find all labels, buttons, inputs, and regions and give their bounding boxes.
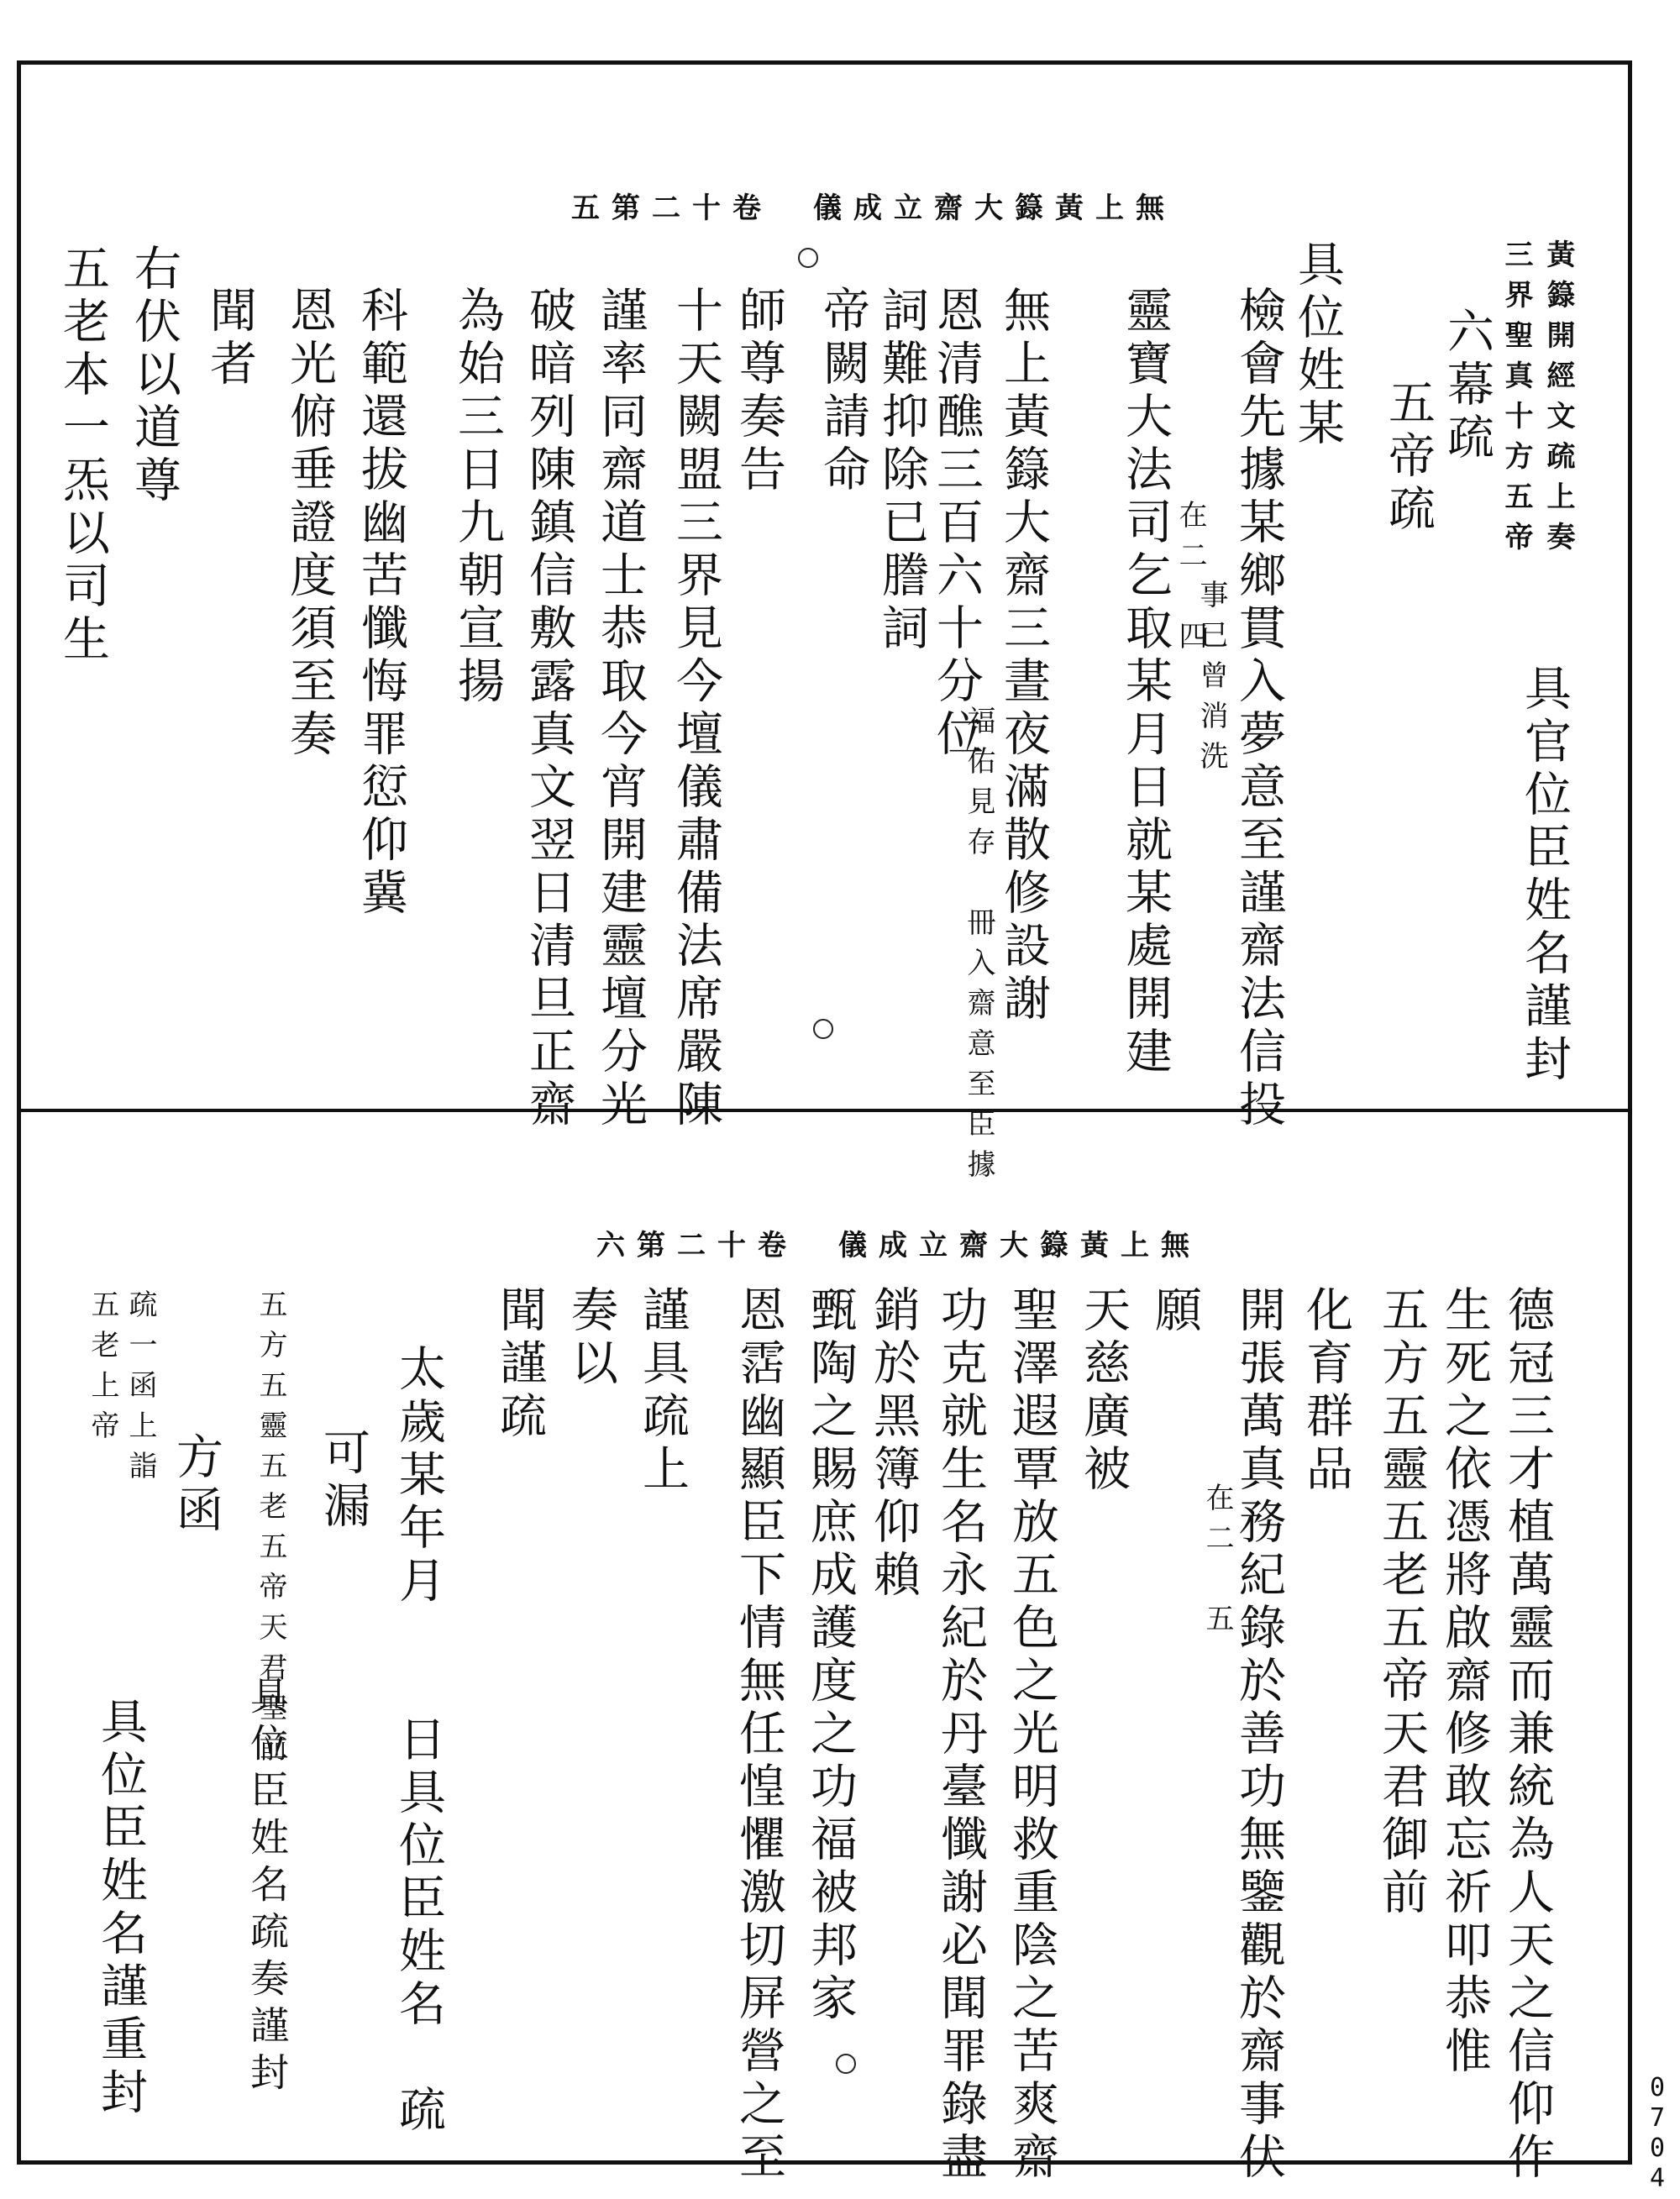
lower-col-13: 恩霑幽顯臣下情無任惶懼激切屏營之至 bbox=[732, 1285, 786, 2185]
lower-col-21: 方函 bbox=[169, 1432, 223, 1538]
upper-running-header: 五第二十卷 儀成立齋大籙黃上無 bbox=[571, 192, 1176, 225]
punctuation-circle bbox=[798, 248, 818, 268]
upper-col-15: 帝闕請命 bbox=[816, 286, 870, 497]
upper-col-11: 無上黃籙大齋三晝夜滿散修設謝 bbox=[996, 286, 1051, 1026]
upper-col-21: 科範還拔幽苦懺悔罪愆仰冀 bbox=[354, 286, 408, 921]
upper-col-19: 破暗列陳鎮信敷露真文翌日清旦正齋 bbox=[522, 286, 576, 1132]
upper-col-24: 右伏以道尊 bbox=[127, 244, 181, 508]
upper-col-14: 詞難抑除已謄詞 bbox=[874, 286, 929, 656]
lower-col-23: 五老上帝 bbox=[86, 1289, 119, 1451]
page-divider bbox=[17, 1109, 1632, 1112]
upper-col-23: 聞者 bbox=[202, 286, 257, 391]
lower-col-4: 化育群品 bbox=[1299, 1285, 1353, 1497]
lower-col-18: 可漏 bbox=[316, 1428, 370, 1534]
lower-col-2: 生死之依憑將啟齋修敢忘祈叩恭惟 bbox=[1437, 1285, 1492, 2079]
upper-col-9: 靈寶大法司乞取某月日就某處開建 bbox=[1118, 286, 1173, 1079]
upper-col-13: 福佑見存 冊入齋意至臣據 bbox=[962, 706, 995, 1189]
lower-col-10: 功克就生名永紀於丹臺懺謝必聞罪錄盡 bbox=[933, 1285, 988, 2185]
lower-col-17: 太歲某年月 日具位臣姓名 疏 bbox=[391, 1344, 446, 2138]
lower-running-header: 六第二十卷 儀成立齋大籙黃上無 bbox=[596, 1229, 1201, 1262]
lower-col-11: 銷於黑簿仰賴 bbox=[866, 1285, 921, 1603]
punctuation-circle bbox=[836, 2054, 856, 2074]
page-number: 0704 bbox=[1649, 2073, 1666, 2193]
lower-col-8: 天慈廣被 bbox=[1076, 1285, 1131, 1497]
upper-col-3: 六幕疏 bbox=[1440, 307, 1494, 465]
upper-col-4: 五帝疏 bbox=[1381, 378, 1436, 537]
lower-col-9: 聖澤遐覃放五色之光明救重陰之苦爽齋 bbox=[1005, 1285, 1059, 2185]
lower-col-3: 五方五靈五老五帝天君御前 bbox=[1374, 1285, 1429, 1920]
upper-col-18: 謹率同齋道士恭取今宵開建靈壇分光 bbox=[593, 286, 648, 1132]
lower-col-20: 具位臣姓名疏奏謹封 bbox=[244, 1676, 290, 2099]
lower-col-6: 開張萬真務紀錄於善功無鑒觀於齋事伏 bbox=[1231, 1285, 1286, 2185]
upper-col-1: 黃籙開經文疏上奏 bbox=[1541, 239, 1575, 562]
lower-col-24: 具位臣姓名謹重封 bbox=[93, 1697, 148, 2120]
punctuation-circle bbox=[813, 1019, 833, 1039]
upper-col-10: 在二 四 bbox=[1173, 500, 1207, 661]
lower-col-15: 奏以 bbox=[564, 1285, 618, 1391]
lower-col-5: 在二 五 bbox=[1200, 1483, 1234, 1644]
lower-col-12: 甄陶之賜庶成護度之功福被邦家 bbox=[803, 1285, 858, 2026]
lower-col-19: 五方五靈五老五帝天君聖前 bbox=[254, 1289, 287, 1773]
lower-col-22: 疏一函上詣 bbox=[123, 1289, 157, 1491]
upper-col-17: 十天闕盟三界見今壇儀肅備法席嚴陳 bbox=[669, 286, 723, 1132]
punctuation-circle bbox=[832, 1289, 852, 1309]
upper-col-8: 事已曾消洗 bbox=[1194, 580, 1228, 781]
upper-col-12: 恩清醮三百六十分位 bbox=[929, 286, 984, 762]
upper-col-16: 師尊奏告 bbox=[732, 286, 786, 497]
upper-col-6: 具位姓某 bbox=[1290, 239, 1345, 451]
upper-col-25: 五老本一炁以司生 bbox=[55, 244, 110, 667]
upper-col-22: 恩光俯垂證度須至奏 bbox=[282, 286, 337, 762]
upper-col-20: 為始三日九朝宣揚 bbox=[450, 286, 505, 709]
lower-col-7: 願 bbox=[1147, 1285, 1202, 1338]
lower-col-1: 德冠三才植萬靈而兼統為人天之信仰作 bbox=[1500, 1285, 1555, 2185]
upper-col-7: 檢會先據某鄉貫入夢意至謹齋法信投 bbox=[1231, 286, 1286, 1132]
upper-col-5: 具官位臣姓名謹封 bbox=[1517, 664, 1572, 1087]
lower-col-16: 聞謹疏 bbox=[492, 1285, 547, 1444]
lower-col-14: 謹具疏上 bbox=[635, 1285, 690, 1497]
upper-col-2: 三界聖真十方五帝 bbox=[1499, 239, 1533, 562]
